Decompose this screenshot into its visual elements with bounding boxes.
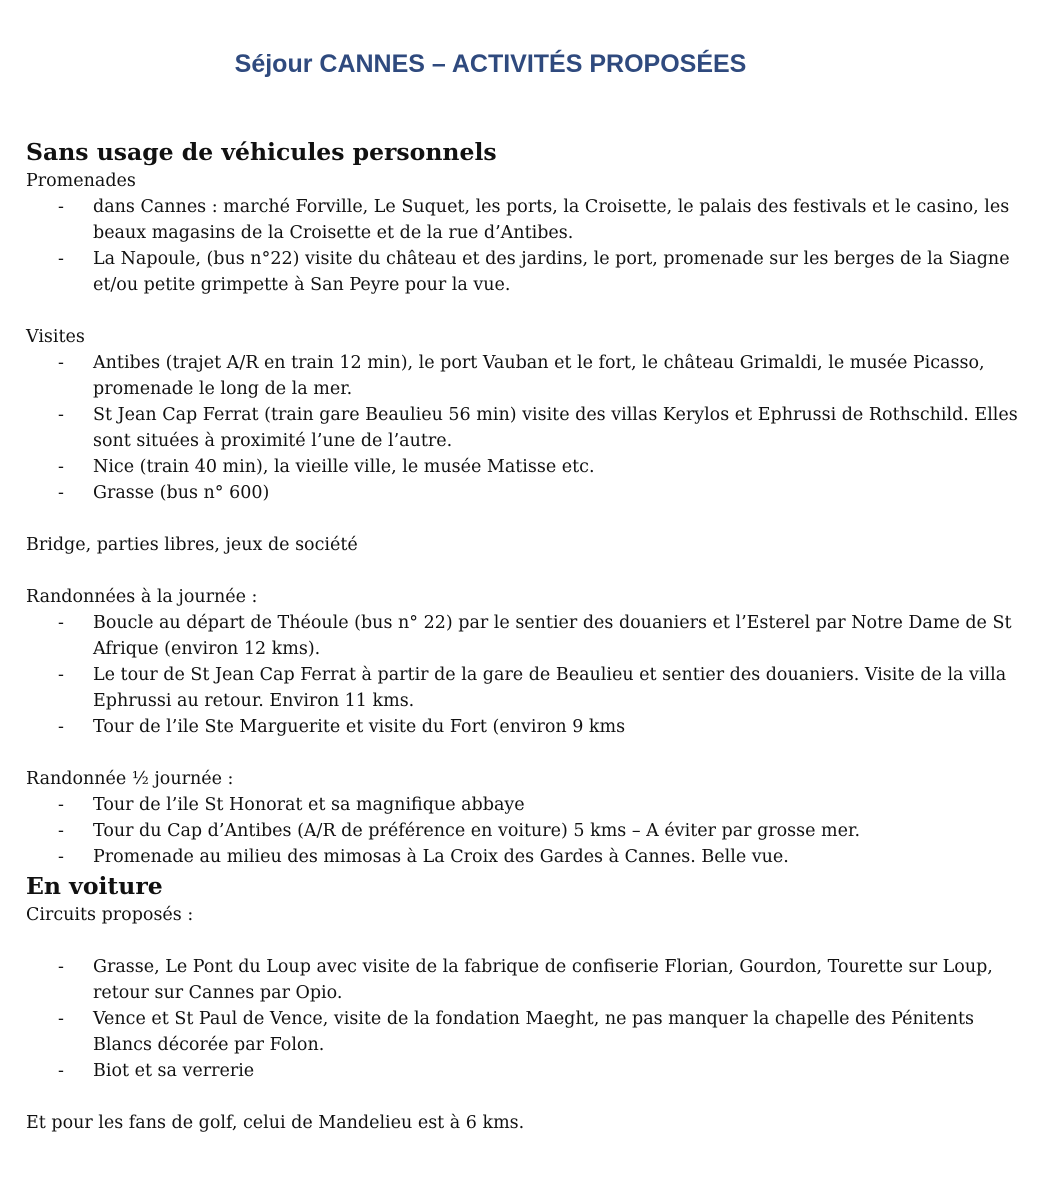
subheading-rando-demi: Randonnée ½ journée : (26, 769, 234, 789)
circuits-list (26, 954, 1026, 1084)
list-item: - Vence et St Paul de Vence, visite de la fondation Maeght, ne pas manquer la chapelle des Pénitents Blancs décorée par Folon. (58, 1009, 974, 1055)
list-item-text: Vence et St Paul de Vence, visite de la fondation Maeght, ne pas manquer la chapelle des Pénitents Blancs décorée par Folon. (93, 1009, 974, 1055)
list-item: - Biot et sa verrerie (58, 1061, 255, 1081)
list-item-text: La Napoule, (bus n°22) visite du château et des jardins, le port, promenade sur les berges de la Siagne et/ou petite grimpette à San Peyre pour la vue. (93, 249, 1010, 295)
subheading-promenades: Promenades (26, 171, 136, 191)
list-item-text: dans Cannes : marché Forville, Le Suquet, les ports, la Croisette, le palais des festivals et le casino, les beaux magasins de la Croisette et de la rue d’Antibes. (93, 197, 1010, 243)
list-item: - dans Cannes : marché Forville, Le Suquet, les ports, la Croisette, le palais des festivals et le casino, les beaux magasins de la Croisette et de la rue d’Antibes. (58, 197, 1010, 243)
section-heading-no-vehicle: Sans usage de véhicules personnels (26, 138, 497, 166)
list-item: - Boucle au départ de Théoule (bus n° 22) par le sentier des douaniers et l’Esterel par Notre Dame de St Afrique (environ 12 kms). (58, 613, 1012, 659)
subheading-circuits: Circuits proposés : (26, 905, 194, 925)
list-item: - Tour du Cap d’Antibes (A/R de préférence en voiture) 5 kms – A éviter par grosse mer. (58, 821, 861, 841)
document-title: Séjour CANNES – ACTIVITÉS PROPOSÉES (234, 50, 747, 78)
list-item: - Grasse, Le Pont du Loup avec visite de la fabrique de confiserie Florian, Gourdon, Tourette sur Loup, retour sur Cannes par Opio. (58, 957, 993, 1003)
list-item: - Grasse (bus n° 600) (58, 483, 270, 503)
list-item-text: Le tour de St Jean Cap Ferrat à partir de la gare de Beaulieu et sentier des douaniers. Visite de la villa Ephrussi au retour. Environ 11 kms. (93, 665, 1007, 711)
list-item-text: Grasse, Le Pont du Loup avec visite de la fabrique de confiserie Florian, Gourdon, Tourette sur Loup, retour sur Cannes par Opio. (93, 957, 993, 1003)
list-item-text: Antibes (trajet A/R en train 12 min), le port Vauban et le fort, le château Grimaldi, le musée Picasso, promenade le long de la mer. (93, 353, 985, 399)
visites-list (26, 350, 1026, 506)
list-item: - Nice (train 40 min), la vieille ville, le musée Matisse etc. (58, 457, 595, 477)
list-item: - Le tour de St Jean Cap Ferrat à partir de la gare de Beaulieu et sentier des douaniers. Visite de la villa Ephrussi au retour. Environ 11 kms. (58, 665, 1007, 711)
subheading-visites: Visites (26, 327, 85, 347)
list-item-text: Promenade au milieu des mimosas à La Croix des Gardes à Cannes. Belle vue. (93, 847, 789, 867)
document-body (26, 136, 1026, 1136)
list-item: - Promenade au milieu des mimosas à La Croix des Gardes à Cannes. Belle vue. (58, 847, 789, 867)
promenades-list (26, 194, 1026, 298)
list-item: - Antibes (trajet A/R en train 12 min), le port Vauban et le fort, le château Grimaldi, le musée Picasso, promenade le long de la mer. (58, 353, 985, 399)
rando-demi-list (26, 792, 1026, 870)
list-item: - St Jean Cap Ferrat (train gare Beaulieu 56 min) visite des villas Kerylos et Ephrussi de Rothschild. Elles sont situées à proximité l’une de l’autre. (58, 405, 1018, 451)
list-item-text: Grasse (bus n° 600) (93, 483, 270, 503)
list-item: - Tour de l’ile Ste Marguerite et visite du Fort (environ 9 kms (58, 717, 626, 737)
bridge-line: Bridge, parties libres, jeux de société (26, 535, 358, 555)
list-item: - Tour de l’ile St Honorat et sa magnifique abbaye (58, 795, 525, 815)
list-item-text: Biot et sa verrerie (93, 1061, 255, 1081)
list-item-text: Nice (train 40 min), la vieille ville, le musée Matisse etc. (93, 457, 595, 477)
subheading-rando-journee: Randonnées à la journée : (26, 587, 258, 607)
rando-journee-list (26, 610, 1026, 740)
list-item-text: Tour du Cap d’Antibes (A/R de préférence en voiture) 5 kms – A éviter par grosse mer. (93, 821, 861, 841)
golf-line: Et pour les fans de golf, celui de Mandelieu est à 6 kms. (26, 1113, 525, 1133)
list-item-text: Tour de l’ile St Honorat et sa magnifique abbaye (93, 795, 525, 815)
list-item-text: Boucle au départ de Théoule (bus n° 22) par le sentier des douaniers et l’Esterel par Notre Dame de St Afrique (environ 12 kms). (93, 613, 1012, 659)
list-item: - La Napoule, (bus n°22) visite du château et des jardins, le port, promenade sur les berges de la Siagne et/ou petite grimpette à San Peyre pour la vue. (58, 249, 1010, 295)
list-item-text: St Jean Cap Ferrat (train gare Beaulieu 56 min) visite des villas Kerylos et Ephrussi de Rothschild. Elles sont situées à proximité l’une de l’autre. (93, 405, 1018, 451)
section-heading-car: En voiture (26, 872, 163, 900)
list-item-text: Tour de l’ile Ste Marguerite et visite du Fort (environ 9 kms (93, 717, 626, 737)
